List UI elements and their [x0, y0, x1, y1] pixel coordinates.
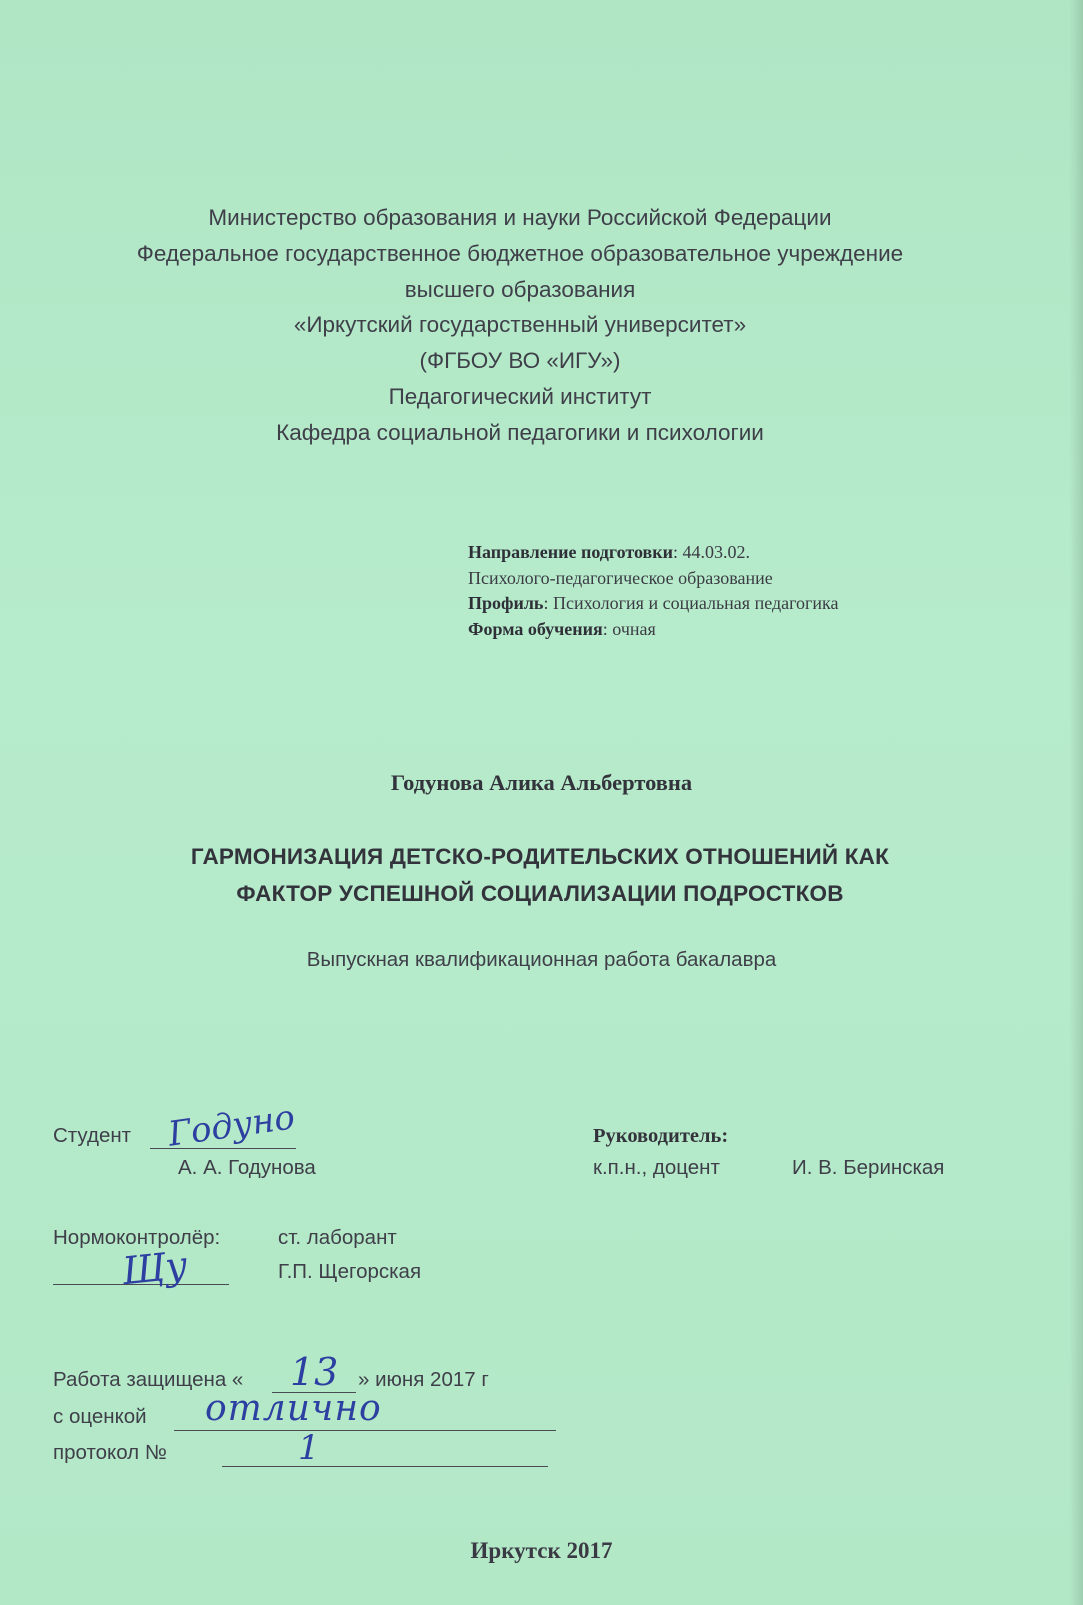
student-label: Студент: [53, 1124, 132, 1147]
supervisor-degree: к.п.н., доцент: [593, 1156, 720, 1179]
form-row: [468, 617, 988, 643]
form-label: Форма обучения: [468, 618, 603, 639]
page-edge-shadow: [1069, 0, 1083, 1605]
department-line: Кафедра социальной педагогики и психологии: [276, 419, 764, 445]
direction-value: : 44.03.02.: [673, 542, 751, 562]
education-level-line: высшего образования: [404, 276, 636, 302]
direction-value-2: Психолого-педагогическое образование: [468, 567, 773, 588]
institution-header: [80, 200, 960, 451]
university-abbr-line: (ФГБОУ ВО «ИГУ»): [419, 348, 621, 374]
form-value: : очная: [602, 618, 656, 639]
university-name-line: «Иркутский государственный университет»: [293, 312, 747, 338]
author-name: Годунова Алика Альбертовна: [390, 770, 693, 795]
work-type: Выпускная квалификационная работа бакалавра: [306, 948, 777, 971]
protocol-label: протокол №: [53, 1441, 167, 1464]
institution-type-line: Федеральное государственное бюджетное образовательное учреждение: [136, 240, 904, 266]
protocol-line: [222, 1466, 548, 1467]
program-info: [468, 540, 988, 642]
normocontrol-position: ст. лаборант: [278, 1226, 397, 1249]
student-signature: Годуно: [165, 1097, 298, 1155]
direction-row: [468, 540, 988, 566]
defense-suffix: » июня 2017 г: [358, 1368, 489, 1391]
grade-label: с оценкой: [53, 1405, 147, 1428]
supervisor-name: И. В. Беринская: [792, 1156, 945, 1179]
profile-label: Профиль: [468, 593, 544, 613]
supervisor-label: Руководитель:: [593, 1125, 729, 1147]
institute-line: Педагогический институт: [388, 383, 652, 409]
profile-value: : Психология и социальная педагогика: [543, 593, 839, 613]
defense-day: 13: [290, 1350, 339, 1394]
normocontrol-label: Нормоконтролёр:: [53, 1226, 221, 1249]
normocontrol-signature: Щу: [119, 1242, 190, 1294]
grade-value: отлично: [205, 1388, 382, 1429]
thesis-title-line-2: ФАКТОР УСПЕШНОЙ СОЦИАЛИЗАЦИИ ПОДРОСТКОВ: [236, 881, 844, 906]
thesis-title-line-1: ГАРМОНИЗАЦИЯ ДЕТСКО-РОДИТЕЛЬСКИХ ОТНОШЕНИЙ КАК: [190, 844, 890, 869]
normocontrol-name: Г.П. Щегорская: [278, 1260, 422, 1283]
defense-prefix: Работа защищена «: [53, 1368, 244, 1391]
thesis-title: [60, 838, 1020, 912]
student-name: А. А. Годунова: [178, 1156, 316, 1179]
direction-label: Направление подготовки: [468, 542, 674, 562]
profile-row: [468, 591, 988, 617]
city-year: Иркутск 2017: [470, 1538, 613, 1563]
ministry-line: Министерство образования и науки Российской Федерации: [208, 205, 832, 230]
protocol-number: 1: [298, 1428, 320, 1468]
grade-line: [174, 1430, 556, 1431]
